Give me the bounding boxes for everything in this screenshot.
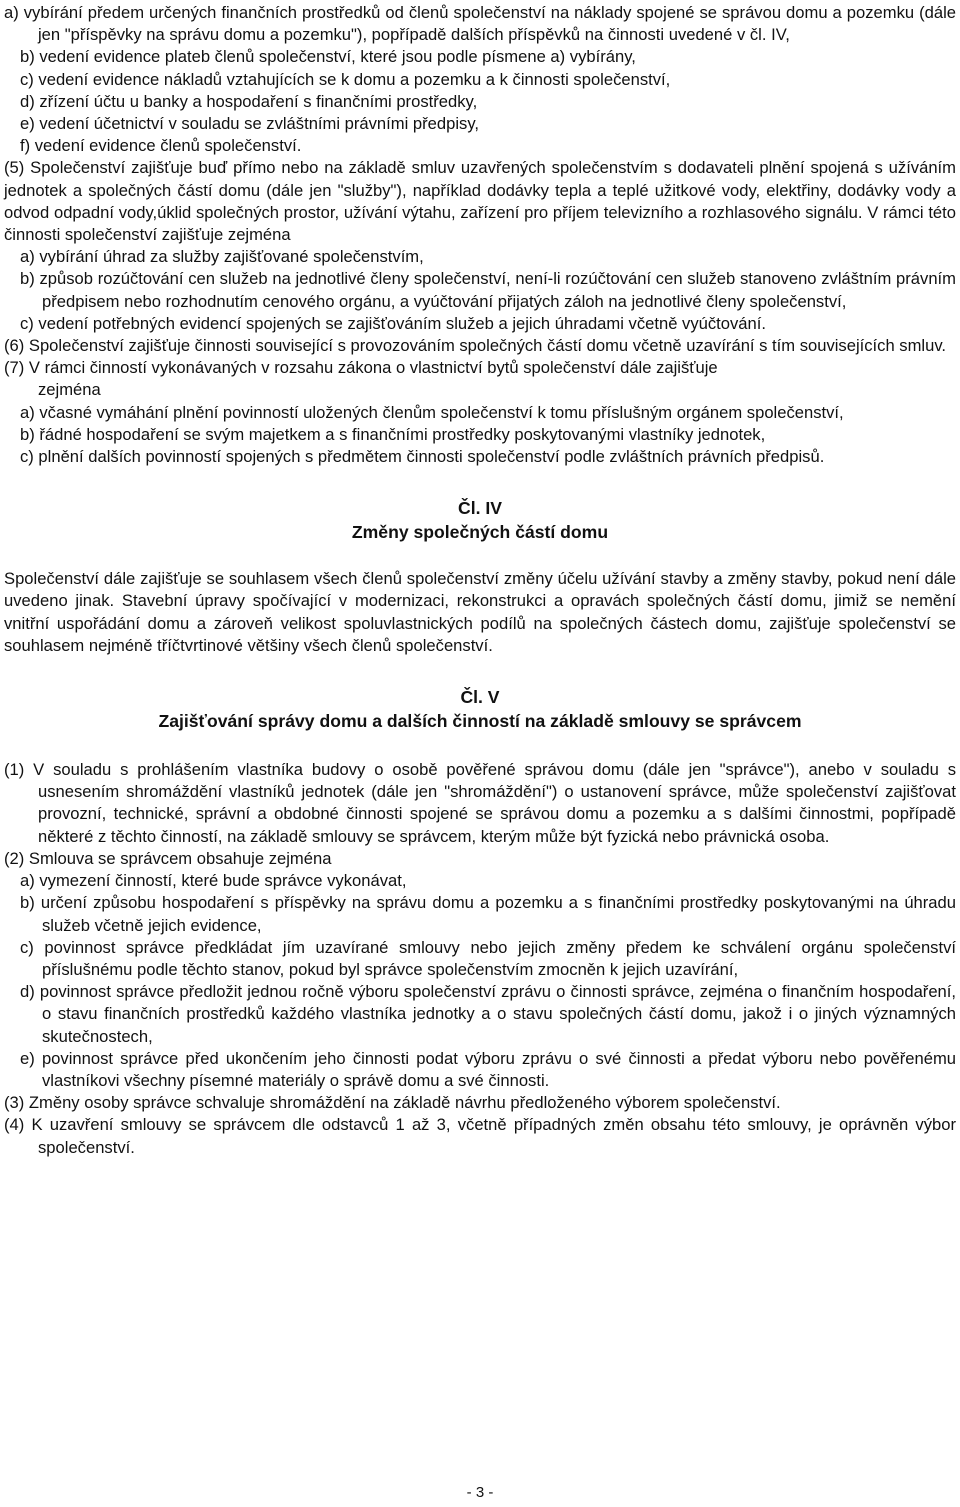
paragraph-7-lead: zejména [38,380,101,400]
article-5-number: Čl. V [460,687,500,708]
paragraph-7-item-c: c) plnění dalších povinností spojených s předmětem činnosti společenství podle zvláštních právních předpisů. [20,447,825,467]
paragraph-5-item-a: a) vybírání úhrad za služby zajišťované společenstvím, [20,247,424,267]
article-5-paragraph-1: (1) V souladu s prohlášením vlastníka budovy o osobě pověřené správou domu (dále jen "správce"), anebo v souladu s usnesením shromáždění vlastníků jednotek (dále jen "shromáždění") o ustanovení správce, může společenství zajišťovat provozní, technické, správní a obdobné činnosti spojené se správou domu a pozemku a s dalšími činnostmi, popřípadě některé z těchto činností, na základě smlouvy se správcem, kterým může být fyzická nebo právnická osoba. [4,760,956,846]
article-5-paragraph-2-item-b: b) určení způsobu hospodaření s příspěvky na správu domu a pozemku a s finančními prostředky poskytovanými na úhradu služeb včetně jejich evidence, [20,893,956,935]
intro-item-c: c) vedení evidence nákladů vztahujících se k domu a pozemku a k činnosti společenství, [20,69,671,89]
intro-item-e: e) vedení účetnictví v souladu se zvláštními právními předpisy, [20,114,479,134]
paragraph-6: (6) Společenství zajišťuje činnosti související s provozováním společných částí domu včetně uzavírání s tím souvisejících smluv. [4,336,947,356]
article-4-title: Změny společných částí domu [351,522,609,543]
paragraph-7-item-a: a) včasné vymáhání plnění povinností uložených členům společenství k tomu příslušným orgánem společenství, [20,402,844,422]
article-5-paragraph-3: (3) Změny osoby správce schvaluje shromáždění na základě návrhu předloženého výborem společenství. [4,1093,781,1113]
article-5-paragraph-2-item-e: e) povinnost správce před ukončením jeho činnosti podat výboru zprávu o své činnosti a předat výboru nebo pověřenému vlastníkovi všechny písemné materiály o správě domu a své činnosti. [20,1048,956,1090]
intro-item-a: a) vybírání předem určených finančních prostředků od členů společenství na náklady spojené se správou domu a pozemku (dále jen "příspěvky na správu domu a pozemku"), popřípadě dalších příspěvků na činnosti uvedené v čl. IV, [4,3,956,45]
paragraph-5: (5) Společenství zajišťuje buď přímo nebo na základě smluv uzavřených společenstvím s dodavateli plnění spojená s užíváním jednotek a společných částí domu (dále jen "služby"), například dodávky tepla a teplé užitkové vody, elektřiny, dodávky vody a odvod odpadní vody,úklid společných prostor, užívání výtahu, zařízení pro příjem televizního a rozhlasového signálu. V rámci této činnosti společenství zajišťuje zejména [4,158,956,245]
paragraph-7: (7) V rámci činností vykonávaných v rozsahu zákona o vlastnictví bytů společenství dále zajišťuje [4,358,718,378]
paragraph-7-item-b: b) řádné hospodaření se svým majetkem a s finančními prostředky poskytovanými vlastníky jednotek, [20,424,766,444]
article-5-paragraph-2-item-c: c) povinnost správce předkládat jím uzavírané smlouvy nebo jejich změny předem ke schválení orgánu společenství příslušnému podle těchto stanov, pokud byl správce společenstvím zmocněn k jejich uzavírání, [20,937,956,979]
article-5-paragraph-4: (4) K uzavření smlouvy se správcem dle odstavců 1 až 3, včetně případných změn obsahu této smlouvy, je oprávněn výbor společenství. [4,1115,956,1157]
intro-item-b: b) vedení evidence plateb členů společenství, které jsou podle písmene a) vybírány, [20,47,636,67]
article-5-paragraph-2: (2) Smlouva se správcem obsahuje zejména [4,848,332,868]
article-4-text: Společenství dále zajišťuje se souhlasem všech členů společenství změny účelu užívání stavby a změny stavby, pokud není dále uvedeno jinak. Stavební úpravy spočívající v modernizaci, rekonstrukci a opravách společných částí domu, jimiž se nemění vnitřní uspořádání domu a zároveň velikost spoluvlastnických podílů na společných částech domu, zajišťuje společenství se souhlasem nejméně tříčtvrtinové většiny všech členů společenství. [4,569,956,655]
paragraph-5-item-c: c) vedení potřebných evidencí spojených se zajišťováním služeb a jejich úhradami včetně vyúčtování. [20,313,766,333]
page-number: - 3 - [466,1484,494,1501]
article-5-paragraph-2-item-d: d) povinnost správce předložit jednou ročně výboru společenství zprávu o činnosti správce, zejména o finančním hospodaření, o stavu finančních prostředků každého vlastníka jednotky a o stavu společných částí domu, jakož i o jiných významných skutečnostech, [20,982,956,1046]
intro-item-d: d) zřízení účtu u banky a hospodaření s finančními prostředky, [20,91,478,111]
article-4-number: Čl. IV [458,498,502,519]
article-5-paragraph-2-item-a: a) vymezení činností, které bude správce vykonávat, [20,871,407,891]
paragraph-5-item-b: b) způsob rozúčtování cen služeb na jednotlivé členy společenství, není-li rozúčtování cen služeb stanoveno zvláštním právním předpisem nebo rozhodnutím cenového orgánu, a vyúčtování přijatých záloh na jednotlivé členy společenství, [20,269,956,311]
document-page [4,2,956,1159]
intro-item-f: f) vedení evidence členů společenství. [20,136,302,156]
article-5-title: Zajišťování správy domu a dalších činností na základě smlouvy se správcem [158,711,802,732]
